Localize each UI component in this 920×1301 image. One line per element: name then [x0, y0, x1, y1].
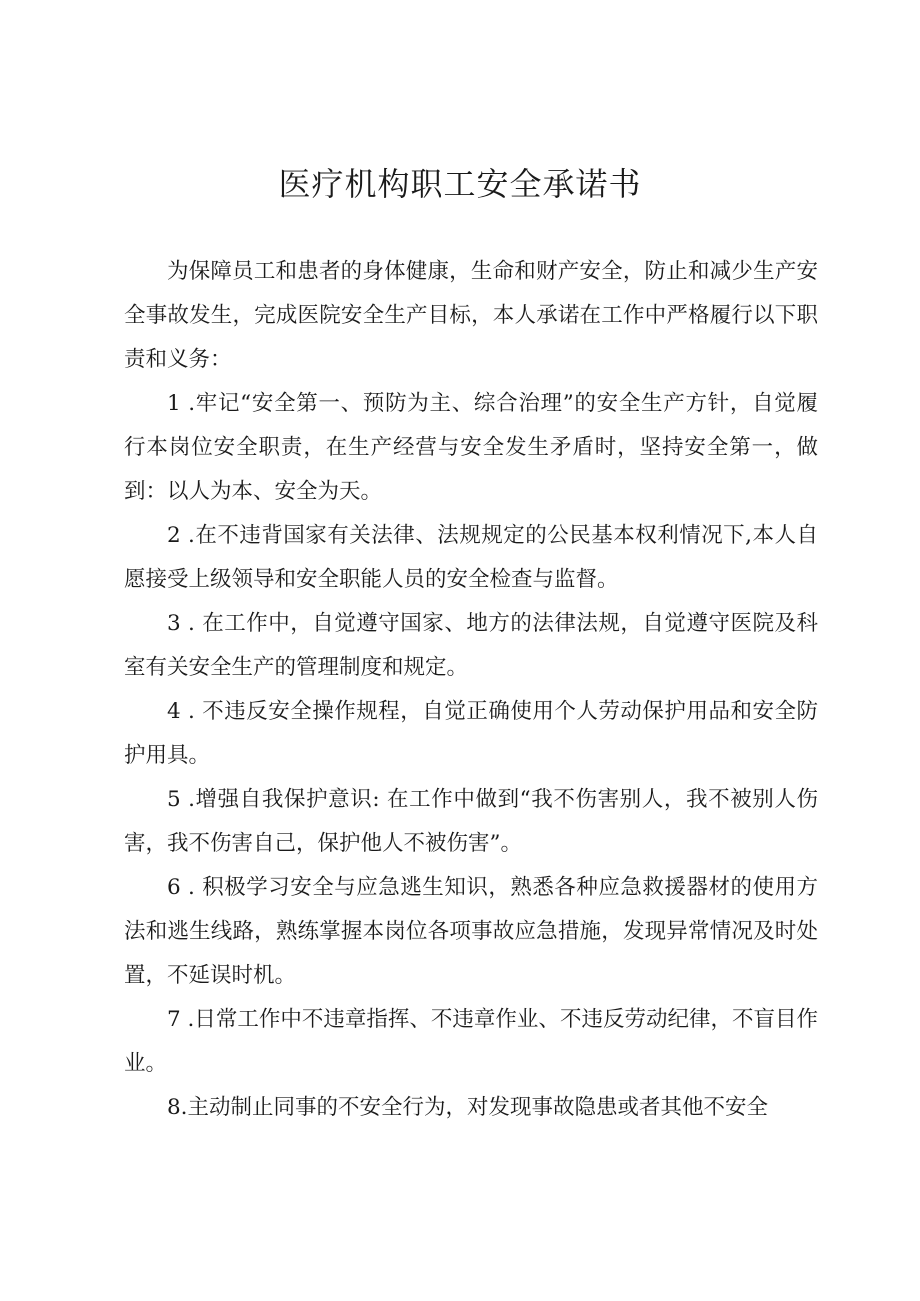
document-body	[124, 250, 818, 1130]
intro-paragraph: 为保障员工和患者的身体健康，生命和财产安全，防止和减少生产安全事故发生，完成医院安全生产目标，本人承诺在工作中严格履行以下职责和义务：	[124, 259, 818, 372]
item-5-paragraph: 5 .增强自我保护意识: 在工作中做到“我不伤害别人，我不被别人伤害，我不伤害自己，保护他人不被伤害”。	[124, 787, 818, 856]
item-6-paragraph: 6 . 积极学习安全与应急逃生知识，熟悉各种应急救援器材的使用方法和逃生线路，熟练掌握本岗位各项事故应急措施，发现异常情况及时处置，不延误时机。	[124, 875, 818, 988]
item-8-paragraph: 8.主动制止同事的不安全行为，对发现事故隐患或者其他不安全	[167, 1095, 769, 1120]
item-4-paragraph: 4 . 不违反安全操作规程，自觉正确使用个人劳动保护用品和安全防护用具。	[124, 699, 818, 768]
item-7-paragraph: 7 .日常工作中不违章指挥、不违章作业、不违反劳动纪律，不盲目作业。	[124, 1007, 818, 1076]
item-3-paragraph: 3 . 在工作中，自觉遵守国家、地方的法律法规，自觉遵守医院及科室有关安全生产的管理制度和规定。	[124, 611, 818, 680]
item-2-paragraph: 2 .在不违背国家有关法律、法规规定的公民基本权利情况下,本人自愿接受上级领导和安全职能人员的安全检查与监督。	[124, 523, 818, 592]
item-1-paragraph: 1 .牢记“安全第一、预防为主、综合治理”的安全生产方针，自觉履行本岗位安全职责，在生产经营与安全发生矛盾时，坚持安全第一，做到：以人为本、安全为天。	[124, 391, 818, 504]
page-title: 医疗机构职工安全承诺书	[278, 165, 642, 203]
